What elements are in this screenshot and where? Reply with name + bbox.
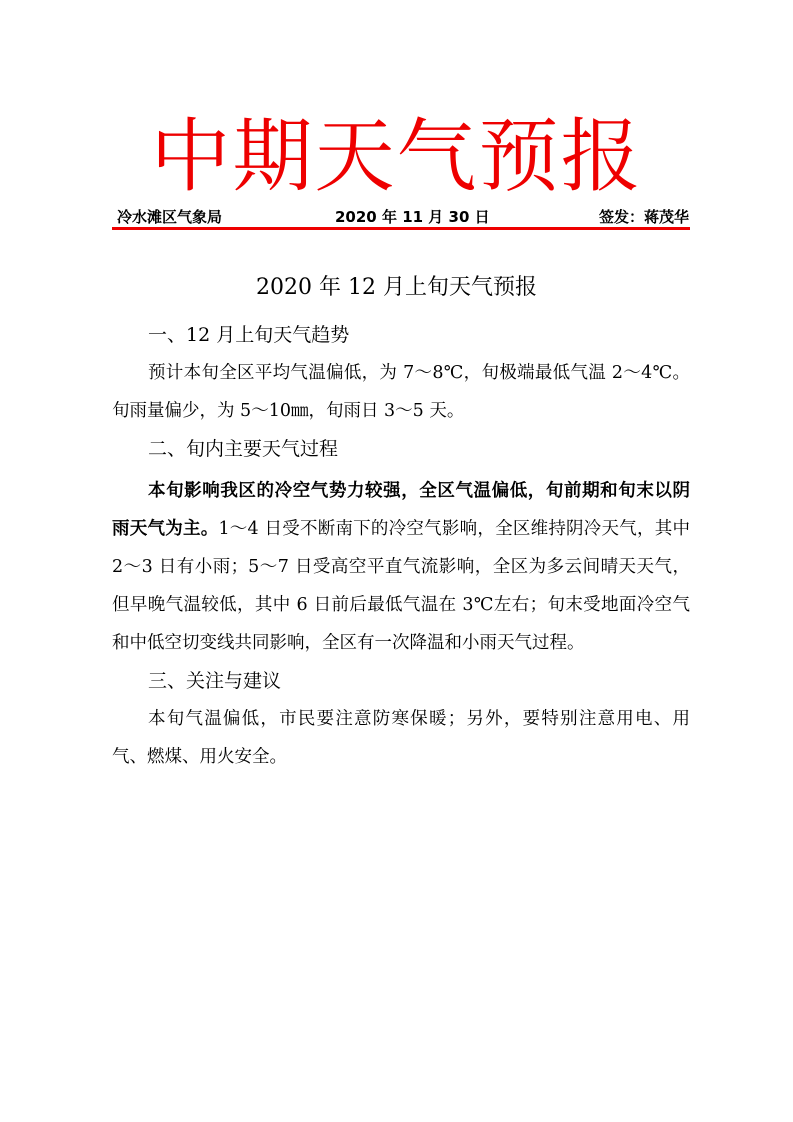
section-heading-trend: 一、12 月上旬天气趋势 <box>148 324 350 346</box>
header-meta <box>117 206 689 226</box>
document-body <box>112 316 690 776</box>
issuing-org: 冷水滩区气象局 <box>117 208 223 226</box>
section-heading-process: 二、旬内主要天气过程 <box>148 438 339 460</box>
process-detail: 1～4 日受不断南下的冷空气影响，全区维持阴冷天气，其中 2～3 日有小雨；5～7 日受高空平直气流影响，全区为多云间晴天天气，但早晚气温较低，其中 6 日前后最低气温在 3℃左右；旬末受地面冷空气和中低空切变线共同影响，全区有一次降温和小雨天气过程。 <box>112 519 690 653</box>
section-body-advice: 本旬气温偏低，市民要注意防寒保暖；另外，要特别注意用电、用气、燃煤、用火安全。 <box>112 709 690 767</box>
header-divider <box>112 227 690 230</box>
section-heading-advice: 三、关注与建议 <box>148 670 282 692</box>
document-title: 2020 年 12 月上旬天气预报 <box>256 275 537 300</box>
issue-date: 2020 年 11 月 30 日 <box>335 208 490 226</box>
signer: 签发：蒋茂华 <box>598 208 689 226</box>
process-summary: 本旬影响我区的冷空气势力较强，全区气温偏低，旬前期和旬末以阴雨天气为主。 <box>112 481 690 539</box>
section-body-process <box>112 472 690 662</box>
masthead-title: 中期天气预报 <box>150 110 643 203</box>
section-body-trend: 预计本旬全区平均气温偏低，为 7～8℃，旬极端最低气温 2～4℃。旬雨量偏少，为 5～10㎜，旬雨日 3～5 天。 <box>112 363 690 421</box>
